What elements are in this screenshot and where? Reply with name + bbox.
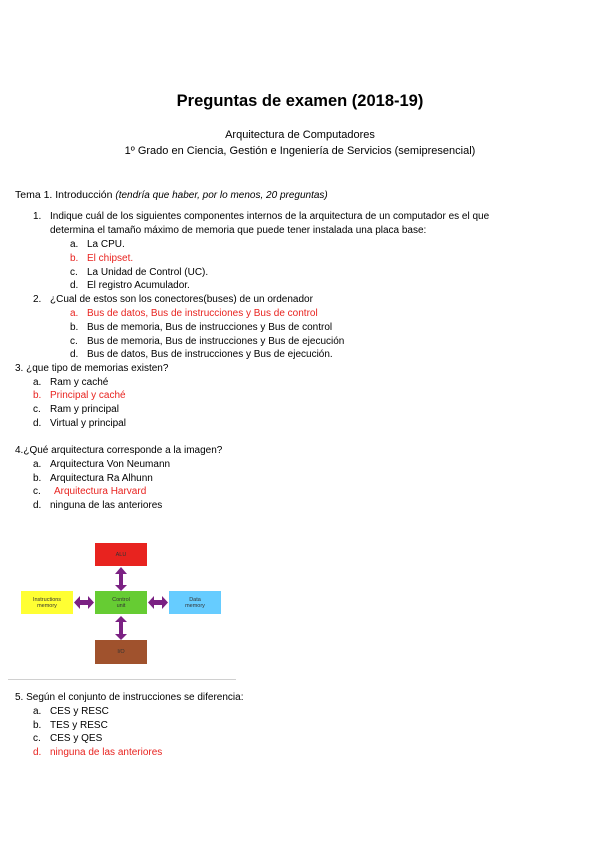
q2-option-a-text: Bus de datos, Bus de instrucciones y Bus de control [87, 308, 318, 319]
q1-option-a-letter: a. [70, 239, 79, 250]
q1-option-a [70, 239, 125, 250]
question-5-text: 5. Según el conjunto de instrucciones se diferencia: [15, 692, 244, 703]
io-label: I/O [117, 649, 125, 655]
q2-option-a-answer [70, 308, 318, 319]
q4-option-a-letter: a. [33, 459, 42, 470]
q5-option-a [33, 706, 109, 717]
q2-option-a-letter: a. [70, 308, 79, 319]
q2-option-b-letter: b. [70, 322, 79, 333]
q1-option-d [70, 280, 190, 291]
q5-option-c-letter: c. [33, 733, 41, 744]
q1-option-c-text: La Unidad de Control (UC). [87, 267, 209, 278]
q5-option-c-text: CES y QES [50, 733, 103, 744]
question-2-number: 2. [33, 294, 42, 305]
q5-option-b-text: TES y RESC [50, 720, 108, 731]
q3-option-a [33, 377, 108, 388]
q5-option-a-text: CES y RESC [50, 706, 109, 717]
question-3-text: 3. ¿que tipo de memorias existen? [15, 363, 169, 374]
q1-option-d-letter: d. [70, 280, 79, 291]
question-1-text-line2: determina el tamaño máximo de memoria que puede tener instalada una placa base: [50, 225, 427, 236]
question-2-text: ¿Cual de estos son los conectores(buses) de un ordenador [50, 294, 313, 305]
course-name: Arquitectura de Computadores [225, 129, 375, 141]
q5-option-d-letter: d. [33, 747, 42, 758]
program-name: 1º Grado en Ciencia, Gestión e Ingeniería de Servicios (semipresencial) [124, 145, 476, 157]
q1-option-c-letter: c. [70, 267, 78, 278]
q4-option-b-text: Arquitectura Ra Alhunn [50, 473, 153, 484]
q1-option-b-answer [70, 253, 133, 264]
arrow-control-io [115, 616, 127, 640]
q3-option-b-text: Principal y caché [50, 390, 126, 401]
separator-line [8, 679, 236, 680]
q3-option-b-answer [33, 390, 126, 401]
q5-option-b [33, 720, 108, 731]
q3-option-d-text: Virtual y principal [50, 418, 126, 429]
q3-option-a-text: Ram y caché [50, 377, 109, 388]
arrow-alu-control [115, 567, 127, 591]
section-title: Tema 1. Introducción [15, 189, 113, 201]
q3-option-a-letter: a. [33, 377, 42, 388]
q3-option-b-letter: b. [33, 390, 42, 401]
q4-option-b [33, 473, 153, 484]
q4-option-c-answer [33, 486, 146, 497]
control-unit-label-1: Control [112, 596, 130, 603]
q3-option-d [33, 418, 126, 429]
question-1-text-line1: Indique cuál de los siguientes componentes internos de la arquitectura de un computador es el que [50, 211, 490, 222]
section-note: (tendría que haber, por lo menos, 20 preguntas) [115, 190, 328, 201]
data-memory-label-1: Data [189, 596, 201, 603]
diagram-arrows [0, 530, 240, 680]
q1-option-a-text: La CPU. [87, 239, 125, 250]
q3-option-d-letter: d. [33, 418, 42, 429]
data-memory-label-2: memory [185, 602, 205, 609]
instructions-memory-label-1: Instructions [32, 596, 62, 603]
q5-option-a-letter: a. [33, 706, 42, 717]
q4-option-c-letter: c. [33, 486, 41, 497]
q5-option-c [33, 733, 102, 744]
q4-option-d [33, 500, 162, 511]
q3-option-c [33, 404, 119, 415]
control-unit-label-2: unit [116, 602, 126, 609]
alu-label: ALU [115, 551, 127, 558]
instructions-memory-label-2: memory [37, 602, 57, 609]
q2-option-b [70, 322, 332, 333]
question-1-number: 1. [33, 211, 42, 222]
q1-option-d-text: El registro Acumulador. [87, 280, 190, 291]
q5-option-d-text: ninguna de las anteriores [50, 747, 163, 758]
q3-option-c-text: Ram y principal [50, 404, 119, 415]
q2-option-c [70, 336, 344, 347]
arrow-instructions-control [74, 596, 94, 609]
q5-option-b-letter: b. [33, 720, 42, 731]
q4-option-d-letter: d. [33, 500, 42, 511]
arrow-control-data [148, 596, 168, 609]
question-4-text: 4.¿Qué arquitectura corresponde a la imagen? [15, 445, 223, 456]
q4-option-d-text: ninguna de las anteriores [50, 500, 163, 511]
document-title: Preguntas de examen (2018-19) [176, 92, 424, 110]
q2-option-c-letter: c. [70, 336, 78, 347]
q4-option-b-letter: b. [33, 473, 42, 484]
q2-option-d [70, 349, 333, 360]
q4-option-a-text: Arquitectura Von Neumann [50, 459, 171, 470]
q1-option-b-text: El chipset. [87, 253, 134, 264]
q3-option-c-letter: c. [33, 404, 41, 415]
q4-option-a [33, 459, 170, 470]
section-heading [15, 189, 328, 201]
q5-option-d-answer [33, 747, 162, 758]
q2-option-d-letter: d. [70, 349, 79, 360]
q1-option-c [70, 267, 208, 278]
q2-option-d-text: Bus de datos, Bus de instrucciones y Bus de ejecución. [87, 349, 333, 360]
q4-option-c-text: Arquitectura Harvard [54, 486, 147, 497]
q2-option-c-text: Bus de memoria, Bus de instrucciones y Bus de ejecución [87, 336, 345, 347]
q1-option-b-letter: b. [70, 253, 79, 264]
q2-option-b-text: Bus de memoria, Bus de instrucciones y Bus de control [87, 322, 333, 333]
